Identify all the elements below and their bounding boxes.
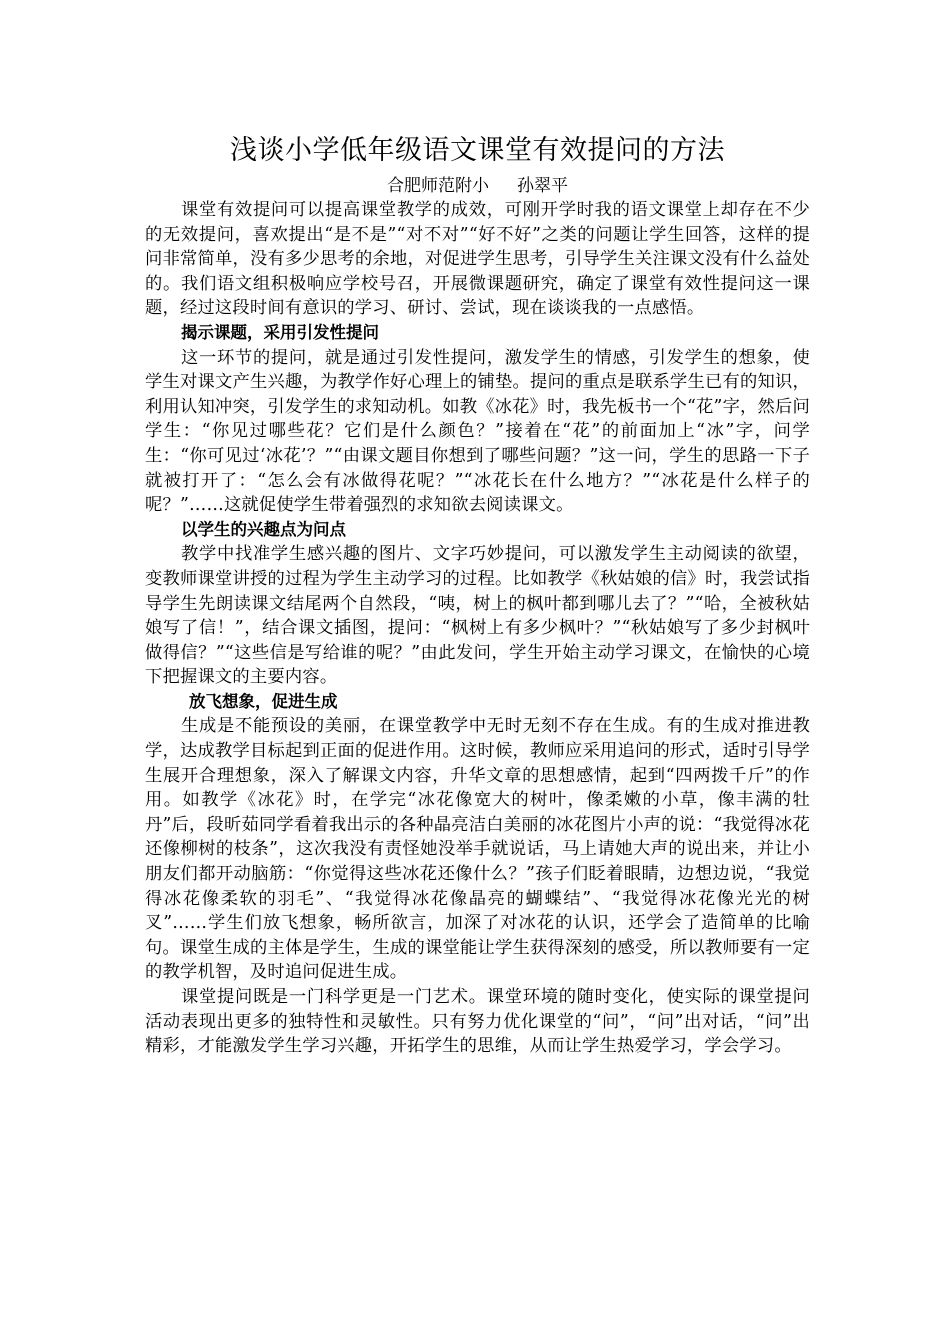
section-2-heading: 以学生的兴趣点为问点 xyxy=(181,519,346,539)
section-3-body: 生成是不能预设的美丽，在课堂教学中无时无刻不存在生成。有的生成对推进教学，达成教学目标起到正面的促进作用。这时候，教师应采用追问的形式，适时引导学生展开合理想象，深入了解课文内容，升华文章的思想感情，起到“四两拨千斤”的作用。如教学《冰花》时，在学完“冰花像宽大的树叶，像柔嫩的小草，像丰满的牡丹”后，段昕茹同学看着我出示的各种晶亮洁白美丽的冰花图片小声的说：“我觉得冰花还像柳树的枝条”，这次我没有责怪她没举手就说话，马上请她大声的说出来，并让小朋友们都开动脑筋：“你觉得这些冰花还像什么？”孩子们眨着眼睛，边想边说，“我觉得冰花像柔软的羽毛”、“我觉得冰花像晶亮的蝴蝶结”、“我觉得冰花像光光的树叉”……学生们放飞想象，畅所欲言，加深了对冰花的认识，还学会了造简单的比喻句。课堂生成的主体是学生，生成的课堂能让学生获得深刻的感受，所以教师要有一定的教学机智，及时追问促进生成。 xyxy=(145,716,810,983)
document-title: 浅谈小学低年级语文课堂有效提问的方法 xyxy=(230,135,725,166)
author-school: 合肥师范附小 xyxy=(387,176,489,196)
conclusion-paragraph: 课堂提问既是一门科学更是一门艺术。课堂环境的随时变化，使实际的课堂提问活动表现出更多的独特性和灵敏性。只有努力优化课堂的“问”，“问”出对话，“问”出精彩，才能激发学生学习兴趣，开拓学生的思维，从而让学生热爱学习，学会学习。 xyxy=(145,987,810,1057)
section-2-body: 教学中找准学生感兴趣的图片、文字巧妙提问，可以激发学生主动阅读的欲望，变教师课堂讲授的过程为学生主动学习的过程。比如教学《秋姑娘的信》时，我尝试指导学生先朗读课文结尾两个自然段，“咦，树上的枫叶都到哪儿去了？”“哈，全被秋姑娘写了信！”，结合课文插图，提问：“枫树上有多少枫叶？”“秋姑娘写了多少封枫叶做得信？”“这些信是写给谁的呢？”由此发问，学生开始主动学习课文，在愉快的心境下把握课文的主要内容。 xyxy=(145,544,810,688)
section-1-heading: 揭示课题，采用引发性提问 xyxy=(181,322,379,342)
section-3-heading: 放飞想象，促进生成 xyxy=(189,691,338,711)
section-1-body: 这一环节的提问，就是通过引发性提问，激发学生的情感，引发学生的想象，使学生对课文产生兴趣，为教学作好心理上的铺垫。提问的重点是联系学生已有的知识，利用认知冲突，引发学生的求知动机。如教《冰花》时，我先板书一个“花”字，然后问学生：“你见过哪些花？它们是什么颜色？”接着在“花”的前面加上“冰”字，问学生：“你可见过‘冰花’？”“由课文题目你想到了哪些问题？”这一问，学生的思路一下子就被打开了：“怎么会有冰做得花呢？”“冰花长在什么地方？”“冰花是什么样子的呢？”……这就促使学生带着强烈的求知欲去阅读课文。 xyxy=(145,347,810,516)
intro-paragraph: 课堂有效提问可以提高课堂教学的成效，可刚开学时我的语文课堂上却存在不少的无效提问，喜欢提出“是不是”“对不对”“好不好”之类的问题让学生回答，这样的提问非常简单，没有多少思考的余地，对促进学生思考，引导学生关注课文没有什么益处的。我们语文组积极响应学校号召，开展微课题研究，确定了课堂有效性提问这一课题，经过这段时间有意识的学习、研讨、尝试，现在谈谈我的一点感悟。 xyxy=(145,200,810,319)
document-page xyxy=(145,128,810,1059)
author-name: 孙翠平 xyxy=(517,176,568,196)
author-line xyxy=(145,174,810,198)
